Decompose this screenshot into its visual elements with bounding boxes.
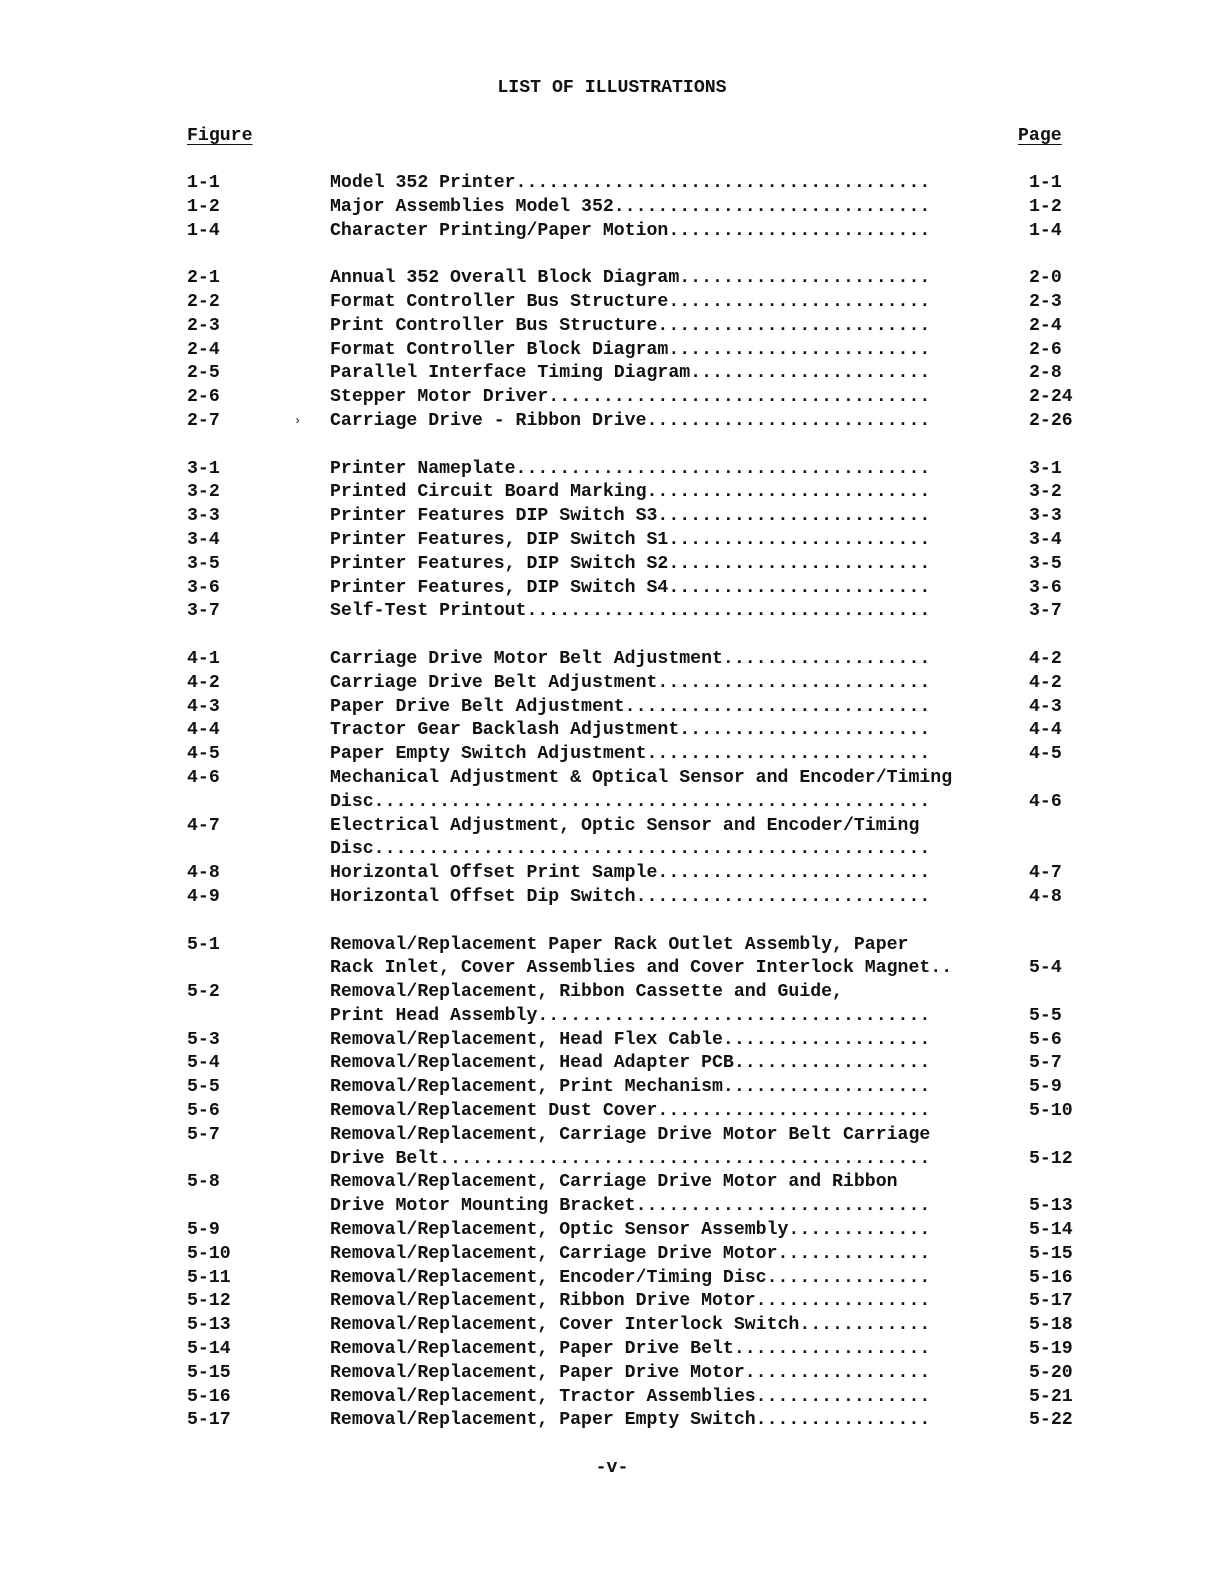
page-reference: 3-1	[1029, 458, 1062, 479]
list-item	[0, 1124, 1224, 1148]
list-item	[0, 172, 1224, 196]
figure-number: 4-9	[187, 886, 220, 907]
figure-number: 2-4	[187, 339, 220, 360]
figure-column-header: Figure	[187, 126, 253, 146]
page-reference: 1-4	[1029, 220, 1062, 241]
page-reference: 5-7	[1029, 1053, 1062, 1074]
figure-number: 3-7	[187, 601, 220, 622]
figure-number: 4-4	[187, 720, 220, 741]
page-column-header: Page	[1018, 126, 1062, 146]
figure-title: Removal/Replacement, Carriage Drive Motor..............	[330, 1243, 931, 1264]
page-reference: 5-12	[1029, 1148, 1073, 1169]
page-reference: 4-2	[1029, 672, 1062, 693]
page-reference: 4-3	[1029, 696, 1062, 717]
list-item	[0, 267, 1224, 291]
figure-number: 4-3	[187, 696, 220, 717]
list-item	[0, 719, 1224, 743]
list-item	[0, 1290, 1224, 1314]
figure-title: Annual 352 Overall Block Diagram.......................	[330, 268, 931, 289]
figure-title: Printed Circuit Board Marking..........................	[330, 482, 931, 503]
figure-number: 4-5	[187, 744, 220, 765]
figure-title: Printer Features, DIP Switch S1........................	[330, 529, 931, 550]
figure-title: Removal/Replacement, Carriage Drive Motor and Ribbon	[330, 1172, 898, 1193]
list-item	[0, 600, 1224, 624]
list-item	[0, 862, 1224, 886]
page-reference: 4-4	[1029, 720, 1062, 741]
figure-title: Paper Drive Belt Adjustment............................	[330, 696, 931, 717]
list-item	[0, 934, 1224, 958]
list-item	[0, 1338, 1224, 1362]
list-item	[0, 410, 1224, 434]
page-reference: 5-19	[1029, 1339, 1073, 1360]
list-item	[0, 1100, 1224, 1124]
figure-title: Mechanical Adjustment & Optical Sensor and Encoder/Timing	[330, 767, 953, 788]
page-reference: 5-9	[1029, 1077, 1062, 1098]
figure-title: Drive Belt.............................................	[330, 1148, 931, 1169]
illustrations-list	[0, 172, 1224, 1433]
figure-title: Model 352 Printer......................................	[330, 173, 931, 193]
list-item	[0, 767, 1224, 791]
figure-number: 2-3	[187, 315, 220, 336]
page-reference: 3-7	[1029, 601, 1062, 622]
figure-number: 5-12	[187, 1291, 231, 1312]
list-item	[0, 291, 1224, 315]
figure-title: Removal/Replacement, Ribbon Cassette and Guide,	[330, 982, 843, 1003]
page-reference: 5-16	[1029, 1267, 1073, 1288]
page-reference: 5-14	[1029, 1220, 1073, 1241]
list-item	[0, 1219, 1224, 1243]
figure-number: 2-6	[187, 387, 220, 408]
list-item	[0, 1267, 1224, 1291]
figure-number: 5-5	[187, 1077, 220, 1098]
figure-number: 5-2	[187, 982, 220, 1003]
page-title: LIST OF ILLUSTRATIONS	[497, 78, 727, 98]
figure-title: Disc...................................................	[330, 791, 931, 812]
figure-number: 5-8	[187, 1172, 220, 1193]
page-reference: 4-8	[1029, 886, 1062, 907]
list-item	[0, 481, 1224, 505]
page-reference: 2-3	[1029, 291, 1062, 312]
page-reference: 3-2	[1029, 482, 1062, 503]
figure-title: Horizontal Offset Dip Switch...........................	[330, 886, 931, 907]
list-item	[0, 553, 1224, 577]
figure-number: 5-3	[187, 1029, 220, 1050]
figure-title: Removal/Replacement, Head Flex Cable...................	[330, 1029, 931, 1050]
figure-title: Printer Nameplate......................................	[330, 458, 931, 479]
figure-title: Removal/Replacement, Tractor Assemblies................	[330, 1386, 931, 1407]
page-reference: 2-6	[1029, 339, 1062, 360]
figure-number: 5-16	[187, 1386, 231, 1407]
page-reference: 5-17	[1029, 1291, 1073, 1312]
figure-number: 2-1	[187, 268, 220, 289]
figure-title: Removal/Replacement, Paper Drive Belt..................	[330, 1339, 931, 1360]
page-reference: 5-13	[1029, 1196, 1073, 1217]
list-item	[0, 1029, 1224, 1053]
figure-title: Carriage Drive Motor Belt Adjustment...................	[330, 648, 931, 669]
list-item	[0, 1195, 1224, 1219]
page-reference: 2-0	[1029, 268, 1062, 289]
figure-number: 4-7	[187, 815, 220, 836]
figure-number: 5-13	[187, 1315, 231, 1336]
figure-number: 4-6	[187, 767, 220, 788]
figure-title: Printer Features, DIP Switch S2........................	[330, 553, 931, 574]
figure-number: 2-2	[187, 291, 220, 312]
page-reference: 2-8	[1029, 363, 1062, 384]
figure-title: Removal/Replacement, Print Mechanism...................	[330, 1077, 931, 1098]
page-reference: 3-6	[1029, 577, 1062, 598]
figure-number: 3-5	[187, 553, 220, 574]
list-item	[0, 386, 1224, 410]
figure-title: Removal/Replacement Dust Cover.........................	[330, 1101, 931, 1122]
group-spacer	[0, 434, 1224, 458]
figure-title: Rack Inlet, Cover Assemblies and Cover Interlock Magnet..	[330, 958, 953, 979]
page-reference: 2-24	[1029, 387, 1073, 408]
figure-title: Self-Test Printout.....................................	[330, 601, 931, 622]
page-reference: 5-22	[1029, 1410, 1073, 1431]
list-item	[0, 196, 1224, 220]
list-item	[0, 362, 1224, 386]
list-item	[0, 957, 1224, 981]
figure-number: 1-4	[187, 220, 220, 241]
margin-mark: ›	[294, 413, 302, 428]
list-item	[0, 696, 1224, 720]
page-number: -v-	[595, 1458, 629, 1478]
figure-number: 3-1	[187, 458, 220, 479]
list-item	[0, 315, 1224, 339]
list-item	[0, 1409, 1224, 1433]
page-reference: 3-3	[1029, 506, 1062, 527]
figure-title: Tractor Gear Backlash Adjustment.......................	[330, 720, 931, 741]
figure-number: 4-1	[187, 648, 220, 669]
page-reference: 1-2	[1029, 196, 1062, 217]
figure-title: Removal/Replacement, Optic Sensor Assembly.............	[330, 1220, 931, 1241]
page-reference: 5-6	[1029, 1029, 1062, 1050]
page-reference: 5-15	[1029, 1243, 1073, 1264]
list-item	[0, 981, 1224, 1005]
list-item	[0, 339, 1224, 363]
figure-title: Carriage Drive Belt Adjustment.........................	[330, 672, 931, 693]
figure-number: 5-15	[187, 1362, 231, 1383]
list-item	[0, 791, 1224, 815]
figure-title: Character Printing/Paper Motion........................	[330, 220, 931, 241]
figure-number: 3-6	[187, 577, 220, 598]
page-reference: 5-21	[1029, 1386, 1073, 1407]
list-item	[0, 505, 1224, 529]
figure-title: Removal/Replacement, Ribbon Drive Motor................	[330, 1291, 931, 1312]
list-item	[0, 672, 1224, 696]
figure-title: Disc...................................................	[330, 839, 931, 860]
figure-number: 5-1	[187, 934, 220, 955]
page-reference: 4-6	[1029, 791, 1062, 812]
page-reference: 2-26	[1029, 410, 1073, 431]
figure-number: 3-3	[187, 506, 220, 527]
list-item	[0, 886, 1224, 910]
page-reference: 4-7	[1029, 863, 1062, 884]
figure-title: Stepper Motor Driver...................................	[330, 387, 931, 408]
page-reference: 5-5	[1029, 1005, 1062, 1026]
figure-title: Format Controller Bus Structure........................	[330, 291, 931, 312]
figure-title: Drive Motor Mounting Bracket...........................	[330, 1196, 931, 1217]
list-item	[0, 1314, 1224, 1338]
page-reference: 3-5	[1029, 553, 1062, 574]
figure-title: Removal/Replacement, Carriage Drive Motor Belt Carriage	[330, 1124, 931, 1145]
figure-number: 4-8	[187, 863, 220, 884]
figure-title: Format Controller Block Diagram........................	[330, 339, 931, 360]
figure-number: 5-10	[187, 1243, 231, 1264]
figure-title: Print Controller Bus Structure.........................	[330, 315, 931, 336]
figure-title: Electrical Adjustment, Optic Sensor and Encoder/Timing	[330, 815, 920, 836]
list-item	[0, 1171, 1224, 1195]
list-item	[0, 815, 1224, 839]
figure-title: Parallel Interface Timing Diagram......................	[330, 363, 931, 384]
figure-number: 5-14	[187, 1339, 231, 1360]
figure-title: Removal/Replacement, Cover Interlock Switch............	[330, 1315, 931, 1336]
list-item	[0, 1076, 1224, 1100]
figure-number: 5-4	[187, 1053, 220, 1074]
figure-number: 1-1	[187, 173, 220, 193]
list-item	[0, 220, 1224, 244]
list-item	[0, 458, 1224, 482]
list-item	[0, 1148, 1224, 1172]
list-item	[0, 577, 1224, 601]
list-item	[0, 1386, 1224, 1410]
list-item	[0, 648, 1224, 672]
page-reference: 2-4	[1029, 315, 1062, 336]
figure-title: Printer Features, DIP Switch S4........................	[330, 577, 931, 598]
figure-number: 2-7	[187, 410, 220, 431]
figure-number: 3-2	[187, 482, 220, 503]
page-reference: 1-1	[1029, 173, 1062, 193]
figure-number: 1-2	[187, 196, 220, 217]
figure-title: Removal/Replacement, Paper Empty Switch................	[330, 1410, 931, 1431]
page-reference: 5-10	[1029, 1101, 1073, 1122]
figure-title: Major Assemblies Model 352.............................	[330, 196, 931, 217]
figure-title: Paper Empty Switch Adjustment..........................	[330, 744, 931, 765]
group-spacer	[0, 243, 1224, 267]
page-reference: 5-4	[1029, 958, 1062, 979]
figure-title: Printer Features DIP Switch S3.........................	[330, 506, 931, 527]
group-spacer	[0, 624, 1224, 648]
figure-title: Horizontal Offset Print Sample.........................	[330, 863, 931, 884]
page-reference: 4-5	[1029, 744, 1062, 765]
figure-title: Removal/Replacement, Encoder/Timing Disc...............	[330, 1267, 931, 1288]
page-reference: 4-2	[1029, 648, 1062, 669]
page-reference: 3-4	[1029, 529, 1062, 550]
figure-title: Removal/Replacement Paper Rack Outlet Assembly, Paper	[330, 934, 909, 955]
figure-number: 2-5	[187, 363, 220, 384]
figure-number: 5-17	[187, 1410, 231, 1431]
figure-title: Carriage Drive - Ribbon Drive..........................	[330, 410, 931, 431]
figure-number: 3-4	[187, 529, 220, 550]
group-spacer	[0, 910, 1224, 934]
list-item	[0, 529, 1224, 553]
list-item	[0, 743, 1224, 767]
figure-number: 5-11	[187, 1267, 231, 1288]
figure-title: Removal/Replacement, Head Adapter PCB..................	[330, 1053, 931, 1074]
figure-title: Removal/Replacement, Paper Drive Motor.................	[330, 1362, 931, 1383]
list-item	[0, 838, 1224, 862]
page-reference: 5-18	[1029, 1315, 1073, 1336]
figure-number: 5-9	[187, 1220, 220, 1241]
list-item	[0, 1052, 1224, 1076]
figure-number: 5-7	[187, 1124, 220, 1145]
list-item	[0, 1243, 1224, 1267]
list-item	[0, 1362, 1224, 1386]
page-reference: 5-20	[1029, 1362, 1073, 1383]
figure-number: 4-2	[187, 672, 220, 693]
figure-number: 5-6	[187, 1101, 220, 1122]
figure-title: Print Head Assembly....................................	[330, 1005, 931, 1026]
list-item	[0, 1005, 1224, 1029]
